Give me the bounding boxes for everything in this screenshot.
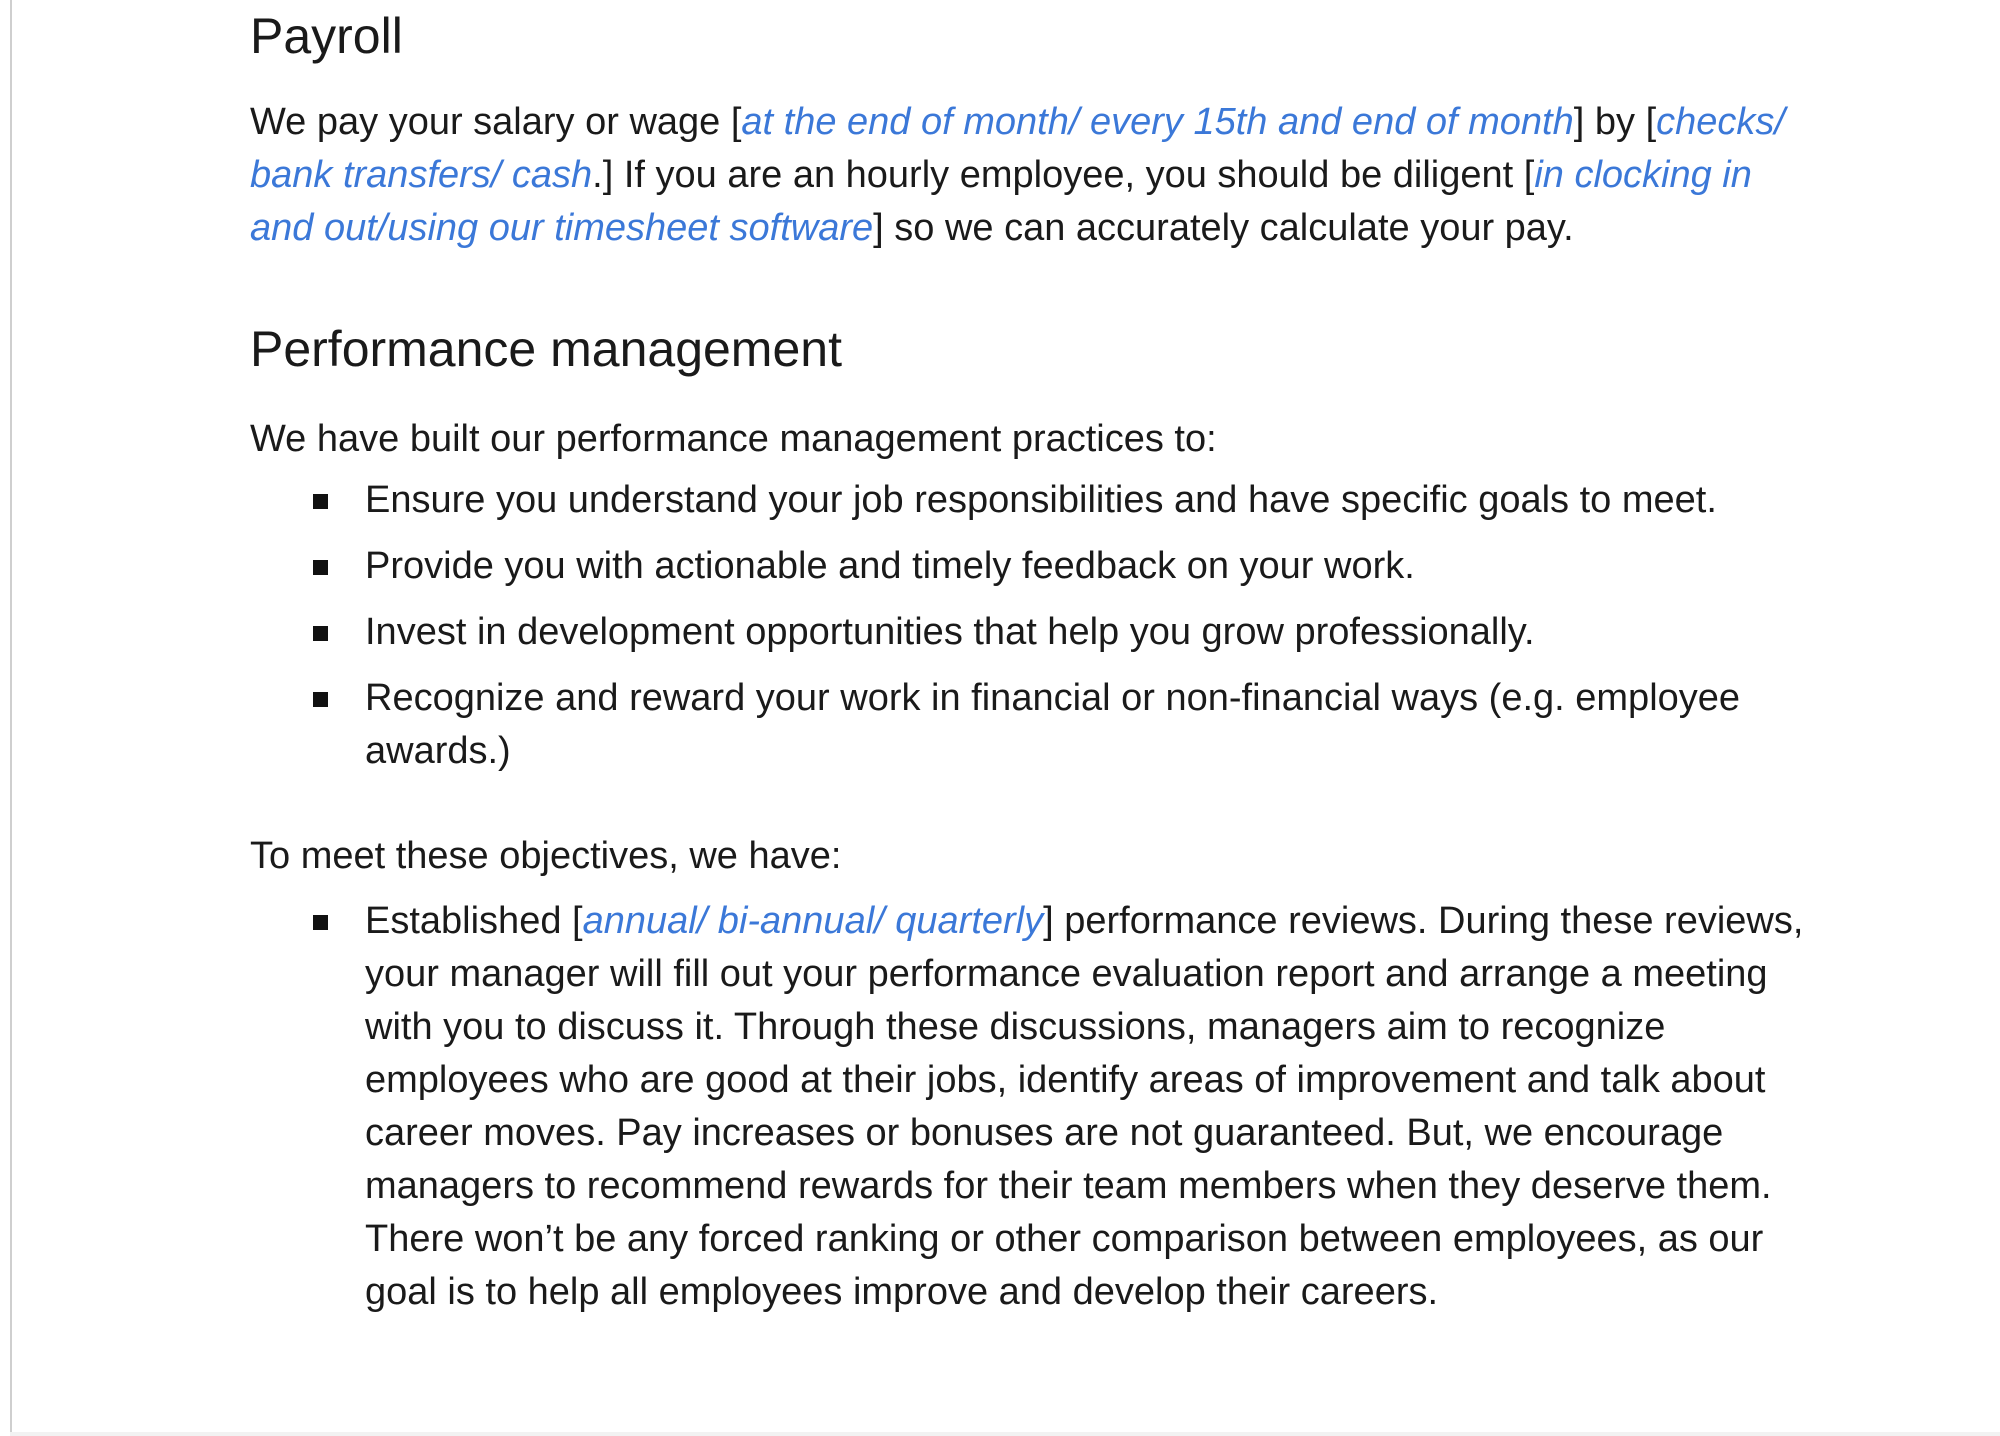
payroll-text-segment: .] If you are an hourly employee, you should be diligent [ [592,154,1535,196]
objective-text-segment: ] performance reviews. During these reviews, your manager will fill out your performance evaluation report and arrange a meeting with you to discuss it. Through these discussions, managers aim to recognize employees who are good at their jobs, identify areas of improvement and talk about career moves. Pay increases or bonuses are not guaranteed. But, we encourage managers to recommend rewards for their team members when they deserve them. There won’t be any forced ranking or other comparison between employees, as our goal is to help all employees improve and develop their careers. [365,900,1804,1313]
list-item-text: Recognize and reward your work in financial or non-financial ways (e.g. employee awards.) [365,677,1741,772]
payroll-heading: Payroll [250,8,403,64]
list-item [365,540,1810,593]
list-item [365,672,1810,778]
list-item [365,606,1810,659]
square-bullet-icon [313,915,328,930]
payroll-text-segment: ] by [ [1573,101,1657,143]
performance-intro: We have built our performance management practices to: [250,418,1217,460]
square-bullet-icon [313,494,328,509]
square-bullet-icon [313,626,328,641]
list-item [365,474,1810,527]
list-item-text: Ensure you understand your job responsibilities and have specific goals to meet. [365,479,1717,521]
list-item-text: Invest in development opportunities that help you grow professionally. [365,611,1535,653]
payroll-placeholder-method: checks/ bank transfers/ cash [250,101,1785,196]
list-item [365,895,1810,1319]
review-frequency-placeholder: annual/ bi-annual/ quarterly [582,900,1044,942]
square-bullet-icon [313,692,328,707]
objectives-list [250,895,1810,1319]
practices-list [250,474,1810,778]
objectives-intro: To meet these objectives, we have: [250,835,842,877]
payroll-text-segment: We pay your salary or wage [ [250,101,742,143]
payroll-paragraph [250,96,1810,255]
list-item-text: Provide you with actionable and timely feedback on your work. [365,545,1415,587]
page-bottom-edge [10,1432,2000,1436]
payroll-placeholder-schedule: at the end of month/ every 15th and end of month [741,101,1574,143]
document-body[interactable] [250,0,1810,1332]
performance-heading: Performance management [250,321,842,377]
objective-text-segment: Established [ [365,900,583,942]
square-bullet-icon [313,560,328,575]
payroll-placeholder-timekeeping: in clocking in and out/using our timesheet software [250,154,1752,249]
page-left-edge [10,0,12,1436]
payroll-text-segment: ] so we can accurately calculate your pay. [873,207,1574,249]
